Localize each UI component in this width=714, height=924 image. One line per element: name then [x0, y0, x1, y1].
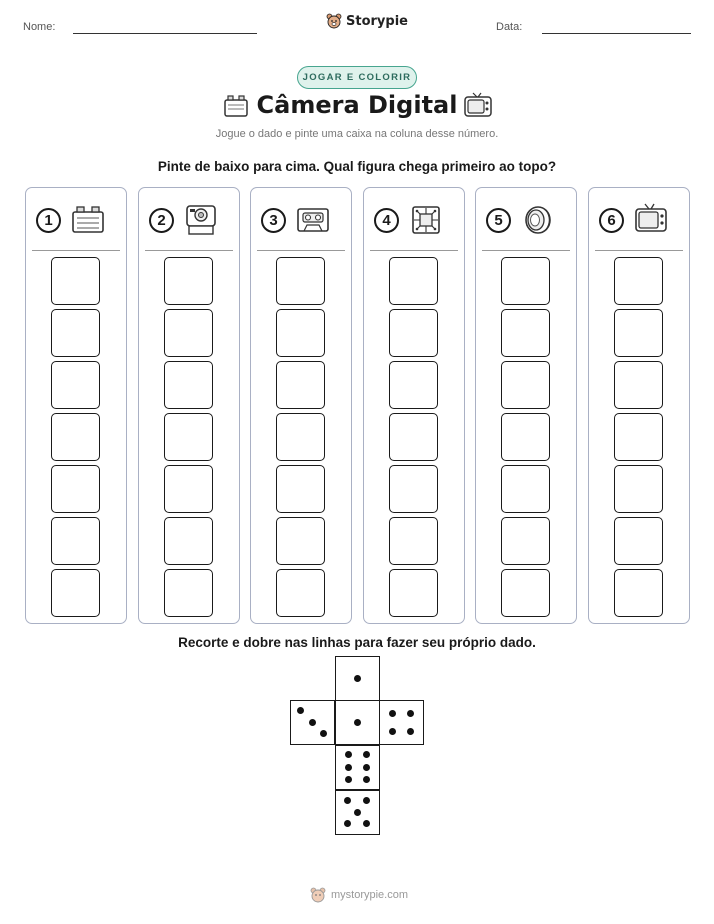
color-box[interactable]: [614, 309, 663, 357]
retro-tv-icon: [463, 92, 493, 120]
column-header: [261, 202, 332, 238]
color-box[interactable]: [276, 257, 325, 305]
color-box[interactable]: [501, 361, 550, 409]
color-box[interactable]: [389, 517, 438, 565]
color-box[interactable]: [614, 257, 663, 305]
color-box[interactable]: [614, 413, 663, 461]
color-box[interactable]: [614, 569, 663, 617]
color-box[interactable]: [389, 569, 438, 617]
column-header: [599, 202, 670, 238]
color-box[interactable]: [164, 413, 213, 461]
dice-pip: [363, 751, 370, 758]
brand-logo: [326, 13, 408, 29]
color-box[interactable]: [614, 465, 663, 513]
dice-pip: [354, 809, 361, 816]
color-box[interactable]: [276, 413, 325, 461]
color-box[interactable]: [164, 569, 213, 617]
color-box[interactable]: [389, 361, 438, 409]
dice-pip: [320, 730, 327, 737]
color-box[interactable]: [276, 309, 325, 357]
dice-pip: [389, 728, 396, 735]
column-number: 2: [149, 208, 174, 233]
column-divider: [482, 250, 570, 251]
color-box[interactable]: [276, 361, 325, 409]
microchip-icon: [407, 202, 445, 238]
footer-url: mystorypie.com: [331, 889, 409, 901]
brand-name: Storypie: [346, 13, 408, 29]
color-box[interactable]: [389, 413, 438, 461]
color-box[interactable]: [51, 517, 100, 565]
color-box[interactable]: [501, 413, 550, 461]
dice-pip: [345, 764, 352, 771]
column-header: [486, 202, 557, 238]
bear-mascot-icon: [326, 13, 342, 29]
dice-pip: [363, 797, 370, 804]
column-number: 6: [599, 208, 624, 233]
camera-lens-icon: [519, 202, 557, 238]
color-box[interactable]: [389, 257, 438, 305]
column-number: 3: [261, 208, 286, 233]
column-2: [138, 187, 240, 624]
color-box[interactable]: [501, 465, 550, 513]
color-box[interactable]: [51, 361, 100, 409]
color-box[interactable]: [51, 569, 100, 617]
color-box[interactable]: [164, 361, 213, 409]
dice-face-6: [335, 745, 380, 790]
color-box[interactable]: [614, 361, 663, 409]
cassette-tape-icon: [294, 202, 332, 238]
instruction-text: Pinte de baixo para cima. Qual figura chega primeiro ao topo?: [157, 159, 557, 174]
dice-pip: [363, 820, 370, 827]
dice-pip: [345, 751, 352, 758]
dice-pip: [354, 719, 361, 726]
dice-face-1: [335, 700, 380, 745]
dice-pip: [309, 719, 316, 726]
category-badge: JOGAR E COLORIR: [297, 66, 417, 89]
dice-pip: [354, 675, 361, 682]
name-line: [73, 33, 257, 34]
dice-pip: [344, 797, 351, 804]
color-box[interactable]: [389, 465, 438, 513]
column-number: 1: [36, 208, 61, 233]
dice-face-3: [290, 700, 335, 745]
color-box[interactable]: [51, 309, 100, 357]
dice-pip: [344, 820, 351, 827]
column-3: [250, 187, 352, 624]
column-number: 5: [486, 208, 511, 233]
page-subtitle: Jogue o dado e pinte uma caixa na coluna desse número.: [215, 128, 499, 140]
color-box[interactable]: [501, 517, 550, 565]
dice-face-1: [335, 656, 380, 701]
date-label: Data:: [496, 21, 523, 33]
name-label: Nome:: [23, 21, 56, 33]
column-6: [588, 187, 690, 624]
color-box[interactable]: [164, 465, 213, 513]
column-4: [363, 187, 465, 624]
cut-instruction: Recorte e dobre nas linhas para fazer seu próprio dado.: [178, 635, 536, 650]
color-box[interactable]: [51, 465, 100, 513]
battery-icon: [69, 202, 107, 238]
color-box[interactable]: [501, 257, 550, 305]
instant-camera-icon: [182, 202, 220, 238]
column-divider: [595, 250, 683, 251]
color-box[interactable]: [164, 517, 213, 565]
column-divider: [145, 250, 233, 251]
column-header: [36, 202, 107, 238]
color-box[interactable]: [51, 413, 100, 461]
color-box[interactable]: [164, 309, 213, 357]
dice-pip: [297, 707, 304, 714]
column-divider: [32, 250, 120, 251]
color-box[interactable]: [389, 309, 438, 357]
color-box[interactable]: [614, 517, 663, 565]
color-box[interactable]: [501, 309, 550, 357]
dice-pip: [407, 728, 414, 735]
color-box[interactable]: [164, 257, 213, 305]
dice-pip: [389, 710, 396, 717]
color-box[interactable]: [51, 257, 100, 305]
column-5: [475, 187, 577, 624]
column-header: [149, 202, 220, 238]
dice-face-4: [379, 700, 424, 745]
column-1: [25, 187, 127, 624]
column-header: [374, 202, 445, 238]
footer: [310, 887, 408, 903]
color-box[interactable]: [501, 569, 550, 617]
column-divider: [370, 250, 458, 251]
column-number: 4: [374, 208, 399, 233]
dice-face-5: [335, 790, 380, 835]
retro-tv-icon: [632, 202, 670, 238]
color-box[interactable]: [276, 569, 325, 617]
color-box[interactable]: [276, 517, 325, 565]
color-box[interactable]: [276, 465, 325, 513]
date-line: [542, 33, 691, 34]
dice-pip: [407, 710, 414, 717]
page-title: Câmera Digital: [256, 91, 458, 119]
dice-pip: [363, 764, 370, 771]
dice-pip: [363, 776, 370, 783]
bear-mascot-icon: [310, 887, 326, 903]
dice-pip: [345, 776, 352, 783]
column-divider: [257, 250, 345, 251]
